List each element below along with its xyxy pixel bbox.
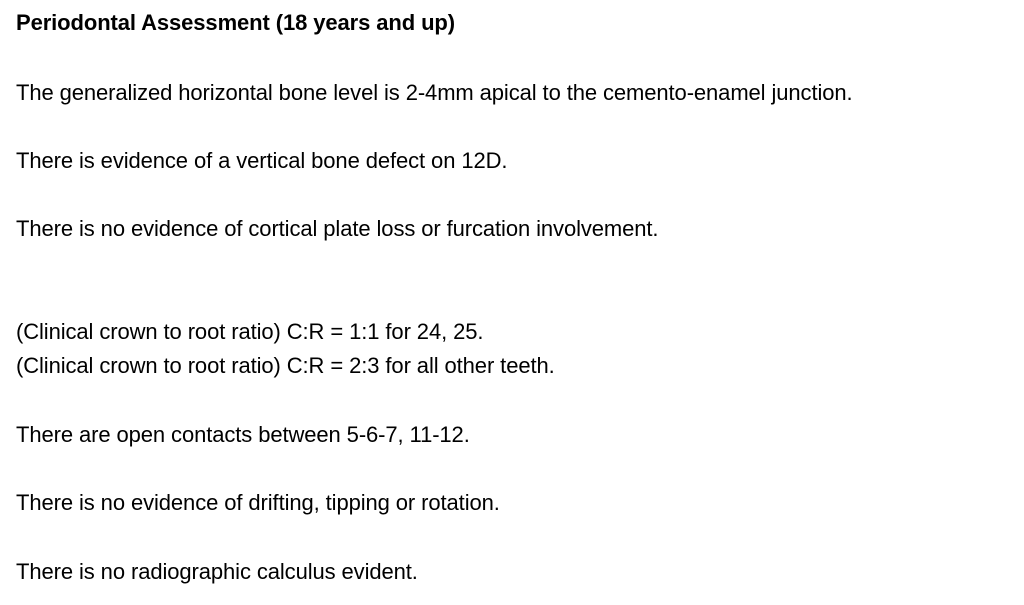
document-title: Periodontal Assessment (18 years and up) — [16, 10, 455, 35]
paragraph-cr-ratio-1: (Clinical crown to root ratio) C:R = 1:1 for 24, 25. — [16, 319, 484, 344]
paragraph-cortical-plate: There is no evidence of cortical plate loss or furcation involvement. — [16, 216, 659, 241]
paragraph-vertical-defect: There is evidence of a vertical bone defect on 12D. — [16, 148, 508, 173]
paragraph-bone-level: The generalized horizontal bone level is 2-4mm apical to the cemento-enamel junction. — [16, 80, 853, 105]
paragraph-drifting: There is no evidence of drifting, tipping or rotation. — [16, 490, 500, 515]
paragraph-calculus: There is no radiographic calculus evident. — [16, 559, 418, 584]
paragraph-cr-ratio-2: (Clinical crown to root ratio) C:R = 2:3 for all other teeth. — [16, 353, 555, 378]
paragraph-open-contacts: There are open contacts between 5-6-7, 11-12. — [16, 422, 470, 447]
document-body — [16, 0, 1016, 605]
